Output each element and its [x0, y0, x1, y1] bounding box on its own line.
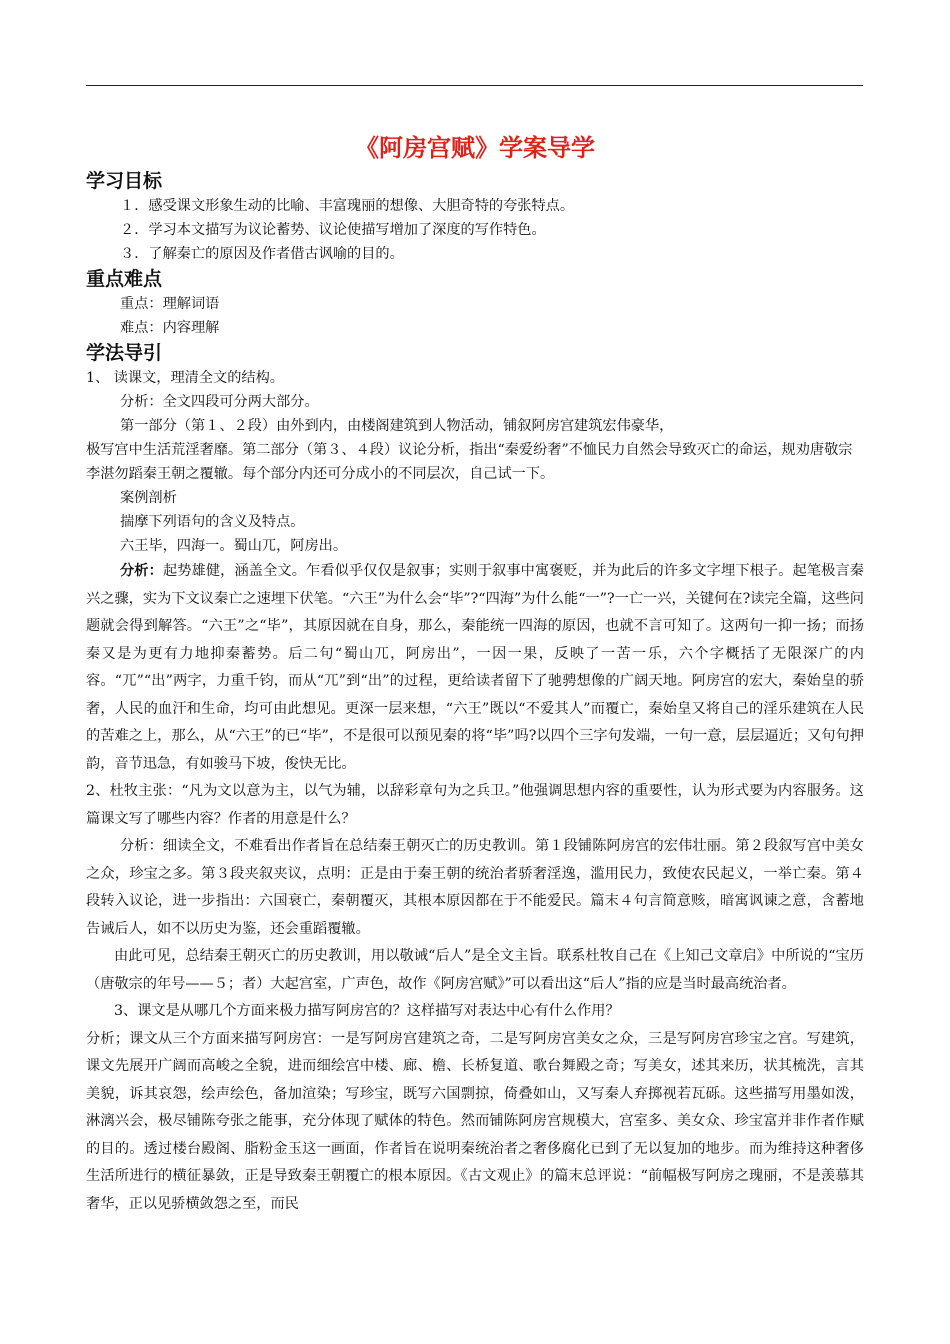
question-2-conclusion: 由此可见，总结秦王朝灭亡的历史教训，用以敬诫“后人”是全文主旨。联系杜牧自己在《上知己文章启》中所说的“宝历（唐敬宗的年号——５；者）大起宫室，广声色，故作《阿房宫赋》”可以看出这“后人”指的应是当时最高统治者。 [86, 948, 864, 992]
question-1-part-1: 第一部分（第１、２段）由外到内，由楼阁建筑到人物活动，铺叙阿房宫建筑宏伟豪华， [120, 418, 674, 434]
case-task: 揣摩下列语句的含义及特点。 [120, 514, 305, 530]
case-analysis-label: 分析： [120, 563, 163, 579]
page-title: 《阿房宫赋》学案导学 [355, 134, 595, 162]
question-3-analysis: 分析；课文从三个方面来描写阿房宫：一是写阿房宫建筑之奇，二是写阿房宫美女之众，三是写阿房宫珍宝之宫。写建筑，课文先展开广阔而高峻之全貌，进而细绘宫中楼、廊、檐、长桥复道、歌台舞殿之奇；写美女，述其来历，状其梳洗，言其美貌，诉其哀怨，绘声绘色，备加渲染；写珍宝，既写六国剽掠，倚叠如山，又写秦人弃掷视若瓦砾。这些描写用墨如泼，淋漓兴会，极尽铺陈夸张之能事，充分体现了赋体的特色。然而铺陈阿房宫规模大，宫室多、美女众、珍宝富并非作者作赋的目的。透过楼台殿阁、脂粉金玉这一画面，作者旨在说明秦统治者之奢侈腐化已到了无以复加的地步。而为维持这种奢侈生活所进行的横征暴敛，正是导致秦王朝覆亡的根本原因。《古文观止》的篇末总评说：“前幅极写阿房之瑰丽，不是羡慕其奢华，正以见骄横敛怨之至，而民 [86, 1030, 864, 1212]
case-title: 案例剖析 [120, 490, 177, 506]
section-heading-key-points: 重点难点 [86, 268, 163, 290]
section-heading-guide: 学法导引 [86, 342, 163, 364]
goal-item: ２．学习本文描写为议论蓄势、议论使描写增加了深度的写作特色。 [120, 222, 546, 238]
question-3: 3、课文是从哪几个方面来极力描写阿房宫的？这样描写对表达中心有什么作用？ [114, 1003, 620, 1019]
case-analysis-text: 起势雄健，涵盖全文。乍看似乎仅仅是叙事；实则于叙事中寓褒贬，并为此后的许多文字埋下根子。起笔极言秦兴之骤，实为下文议秦亡之速埋下伏笔。“六王”为什么会“毕”?“四海”为什么能“一”?一亡一兴，关键何在?读完全篇，这些问题就会得到解答。“六王”之“毕”，其原因就在自身，那么，秦能统一四海的原因，也就不言可知了。这两句一抑一扬；而扬秦又是为更有力地抑秦蓄势。后二句“蜀山兀，阿房出”，一因一果，反映了一苦一乐，六个字概括了无限深广的内容。“兀”“出”两字，力重千钧，而从“兀”到“出”的过程，更给读者留下了驰骋想像的广阔天地。阿房宫的宏大，秦始皇的骄奢，人民的血汗和生命，均可由此想见。更深一层来想，“六王”既以“不爱其人”而覆亡，秦始皇又将自己的淫乐建筑在人民的苦难之上，那么，从“六王”的已“毕”，不是很可以预见秦的将“毕”吗?以四个三字句发端，一句一意，层层逼近；又句句押韵，音节迅急，有如骏马下坡，俊快无比。 [86, 563, 864, 772]
question-1: 1、 读课文，理清全文的结构。 [86, 370, 284, 386]
difficult-point: 难点：内容理解 [120, 320, 220, 336]
question-1-part-2: 极写宫中生活荒淫奢靡。第二部分（第３、４段）议论分析，指出“秦爱纷奢”不恤民力自然会导致灭亡的命运，规劝唐敬宗李湛勿蹈秦王朝之覆辙。每个部分内还可分成小的不同层次，自己试一下。 [86, 442, 853, 482]
document-body [86, 128, 864, 1218]
goal-item: １．感受课文形象生动的比喻、丰富瑰丽的想像、大胆奇特的夸张特点。 [120, 198, 575, 214]
section-heading-goals: 学习目标 [86, 170, 163, 192]
question-2-analysis: 分析：细读全文，不难看出作者旨在总结秦王朝灭亡的历史教训。第１段铺陈阿房宫的宏伟壮丽。第２段叙写宫中美女之众，珍宝之多。第３段夹叙夹议，点明：正是由于秦王朝的统治者骄奢淫逸，滥用民力，致使农民起义，一举亡秦。第４段转入议论，进一步指出：六国衰亡，秦朝覆灭，其根本原因都在于不能爱民。篇末４句言简意赅，暗寓讽谏之意，含蓄地告诫后人，如不以历史为鉴，还会重蹈覆辙。 [86, 838, 864, 937]
header-rule [86, 85, 863, 86]
case-quote: 六王毕，四海一。蜀山兀，阿房出。 [120, 538, 348, 554]
key-point: 重点：理解词语 [120, 296, 220, 312]
question-2: 2、杜牧主张：“凡为文以意为主，以气为辅，以辞彩章句为之兵卫。”他强调思想内容的重要性，认为形式要为内容服务。这篇课文写了哪些内容？作者的用意是什么？ [86, 783, 864, 827]
case-analysis [86, 558, 864, 778]
question-1-analysis: 分析：全文四段可分两大部分。 [120, 394, 319, 410]
goal-item: ３．了解秦亡的原因及作者借古讽喻的目的。 [120, 246, 404, 262]
